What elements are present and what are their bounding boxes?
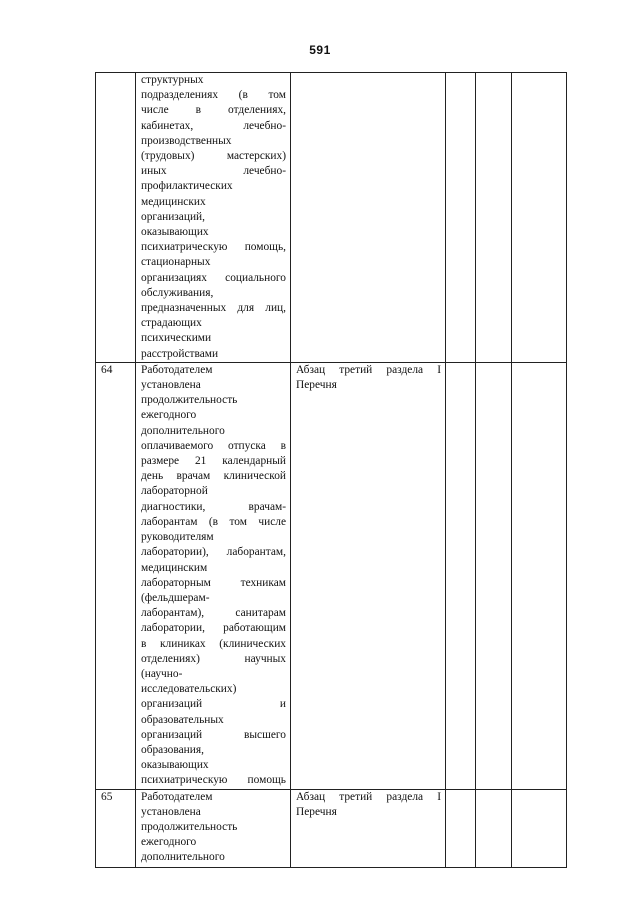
description-line: лаборантам (в том числе (141, 515, 286, 528)
description-line: в клиниках (клинических (141, 637, 286, 650)
description-line: профилактических (141, 180, 233, 193)
description-line: расстройствами (141, 347, 219, 360)
table-row (96, 73, 567, 363)
description-line: руководителям (141, 531, 214, 544)
description-line: образовательных (141, 713, 224, 726)
mark-cell-b (476, 789, 512, 867)
description-line: структурных (141, 74, 204, 86)
description-line: ежегодного (141, 409, 197, 422)
description-line: установлена (141, 805, 201, 818)
description-line: день врачам клинической (141, 470, 286, 483)
row-number-cell: 65 (96, 789, 136, 867)
description-line: лабораторной (141, 485, 208, 498)
description-line: кабинетах, лечебно- (141, 119, 286, 132)
description-line: страдающих (141, 317, 202, 330)
legal-reference-cell: Абзац третий раздела I Перечня (291, 789, 446, 867)
description-line: продолжительность (141, 820, 238, 833)
description-line: лаборантам), санитарам (141, 607, 286, 620)
description-line: размере 21 календарный (141, 455, 286, 468)
description-line: ежегодного (141, 836, 197, 849)
mark-cell-b (476, 362, 512, 789)
description-line: числе в отделениях, (141, 104, 286, 117)
notes-cell (512, 73, 567, 363)
table-row (96, 789, 567, 867)
requirement-description-cell (136, 73, 291, 363)
mark-cell-a (446, 362, 476, 789)
description-line: психическими (141, 332, 212, 345)
page-number: 591 (309, 43, 331, 57)
mark-cell-a (446, 789, 476, 867)
description-line: (трудовых) мастерских) (141, 150, 286, 163)
description-line: (фельдшерам- (141, 591, 210, 604)
description-line: оказывающих (141, 226, 209, 239)
description-line: оплачиваемого отпуска в (141, 439, 286, 452)
description-line: лаборатории, работающим (141, 622, 286, 635)
description-line: продолжительность (141, 394, 238, 407)
description-line: Работодателем (141, 790, 213, 803)
description-line: организаций и (141, 698, 286, 711)
description-line: организаций высшего (141, 728, 286, 741)
notes-cell (512, 789, 567, 867)
description-line: установлена (141, 379, 201, 392)
legal-reference-cell (291, 73, 446, 363)
description-line: медицинским (141, 561, 208, 574)
description-line: отделениях) научных (141, 652, 286, 665)
notes-cell (512, 362, 567, 789)
row-number-cell (96, 73, 136, 363)
description-line: производственных (141, 134, 232, 147)
table-row (96, 362, 567, 789)
description-line: обслуживания, (141, 286, 214, 299)
description-line: иных лечебно- (141, 165, 286, 178)
description-line: дополнительного (141, 851, 225, 864)
description-line: исследовательских) (141, 683, 237, 696)
description-line: медицинских (141, 195, 206, 208)
description-line: лабораторным техникам (141, 576, 286, 589)
description-line: подразделениях (в том (141, 89, 286, 102)
description-line: дополнительного (141, 424, 225, 437)
row-number-cell: 64 (96, 362, 136, 789)
requirements-table (95, 72, 567, 868)
description-line: (научно- (141, 667, 183, 680)
description-line: организаций, (141, 210, 205, 223)
description-line: оказывающих (141, 759, 209, 772)
description-line: стационарных (141, 256, 211, 269)
description-line: предназначенных для лиц, (141, 302, 286, 315)
description-line: психиатрическую помощь (141, 774, 286, 787)
description-line: психиатрическую помощь, (141, 241, 286, 254)
legal-reference-cell: Абзац третий раздела I Перечня (291, 362, 446, 789)
description-line: организациях социального (141, 271, 286, 284)
requirement-description-cell (136, 789, 291, 867)
description-line: лаборатории), лаборантам, (141, 546, 286, 559)
description-line: Работодателем (141, 363, 213, 376)
description-line: диагностики, врачам- (141, 500, 286, 513)
description-line: образования, (141, 743, 204, 756)
mark-cell-a (446, 73, 476, 363)
mark-cell-b (476, 73, 512, 363)
requirement-description-cell (136, 362, 291, 789)
